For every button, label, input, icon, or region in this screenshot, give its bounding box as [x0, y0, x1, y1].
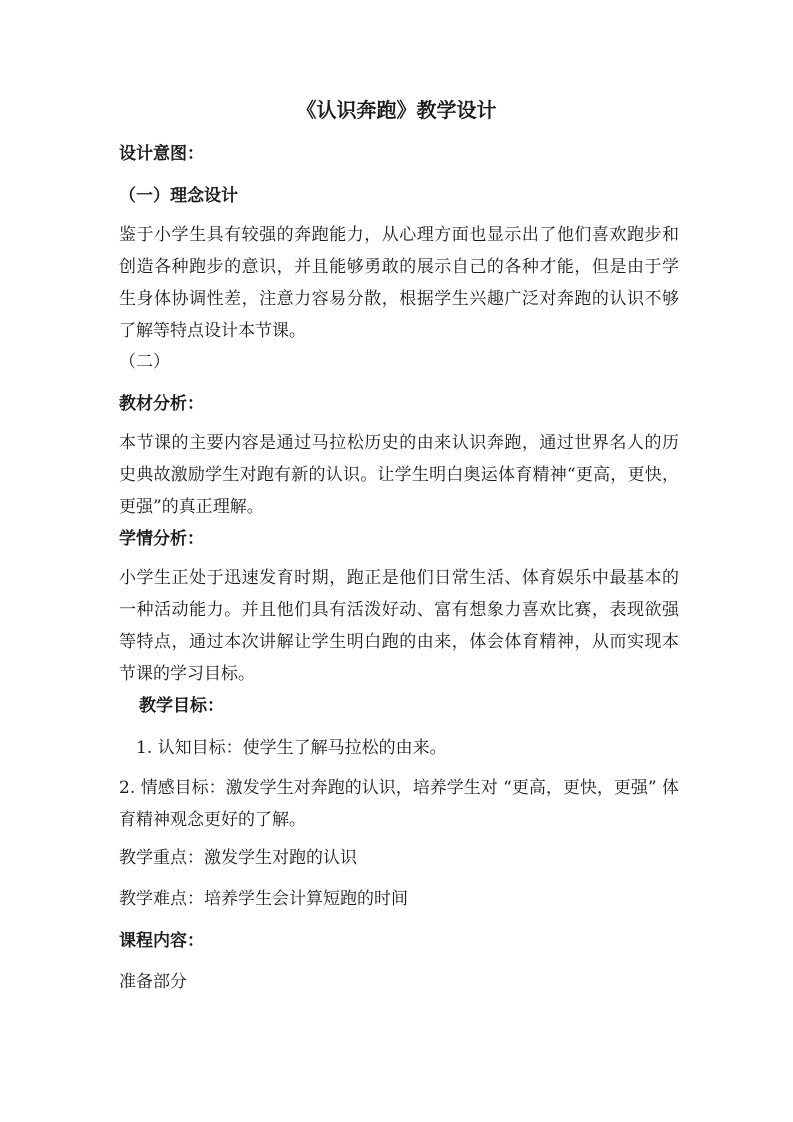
- learner-paragraph: 小学生正处于迅速发育时期，跑正是他们日常生活、体育娱乐中最基本的一种活动能力。并且他们具有活泼好动、富有想象力喜欢比赛，表现欲强等特点，通过本次讲解让学生明白跑的由来，体会体育精神，从而实现本节课的学习目标。: [119, 568, 679, 684]
- goal-2: 2. 情感目标：激发学生对奔跑的认识，培养学生对 “更高，更快，更强” 体育精神观念更好的了解。: [119, 778, 679, 830]
- goals-heading: 教学目标：: [139, 696, 224, 716]
- learner-heading: 学情分析：: [119, 529, 204, 549]
- prep-section: 准备部分: [119, 972, 187, 992]
- design-intent-heading: 设计意图：: [119, 144, 204, 164]
- key-point: 教学重点：激发学生对跑的认识: [119, 848, 357, 868]
- document-title: 《认识奔跑》教学设计: [296, 98, 497, 122]
- section-two-heading: （二）: [119, 352, 170, 372]
- concept-heading: （一）理念设计: [119, 186, 238, 206]
- concept-paragraph: 鉴于小学生具有较强的奔跑能力，从心理方面也显示出了他们喜欢跑步和创造各种跑步的意识，并且能够勇敢的展示自己的各种才能，但是由于学生身体协调性差，注意力容易分散，根据学生兴趣广泛对奔跑的认识不够了解等特点设计本节课。: [119, 225, 679, 341]
- goal-1: 1. 认知目标：使学生了解马拉松的由来。: [136, 738, 447, 758]
- difficult-point: 教学难点：培养学生会计算短跑的时间: [119, 889, 408, 909]
- material-heading: 教材分析：: [119, 394, 204, 414]
- material-paragraph: 本节课的主要内容是通过马拉松历史的由来认识奔跑，通过世界名人的历史典故激励学生对跑有新的认识。让学生明白奥运体育精神“更高，更快，更强”的真正理解。: [119, 433, 679, 517]
- content-heading: 课程内容：: [119, 931, 204, 951]
